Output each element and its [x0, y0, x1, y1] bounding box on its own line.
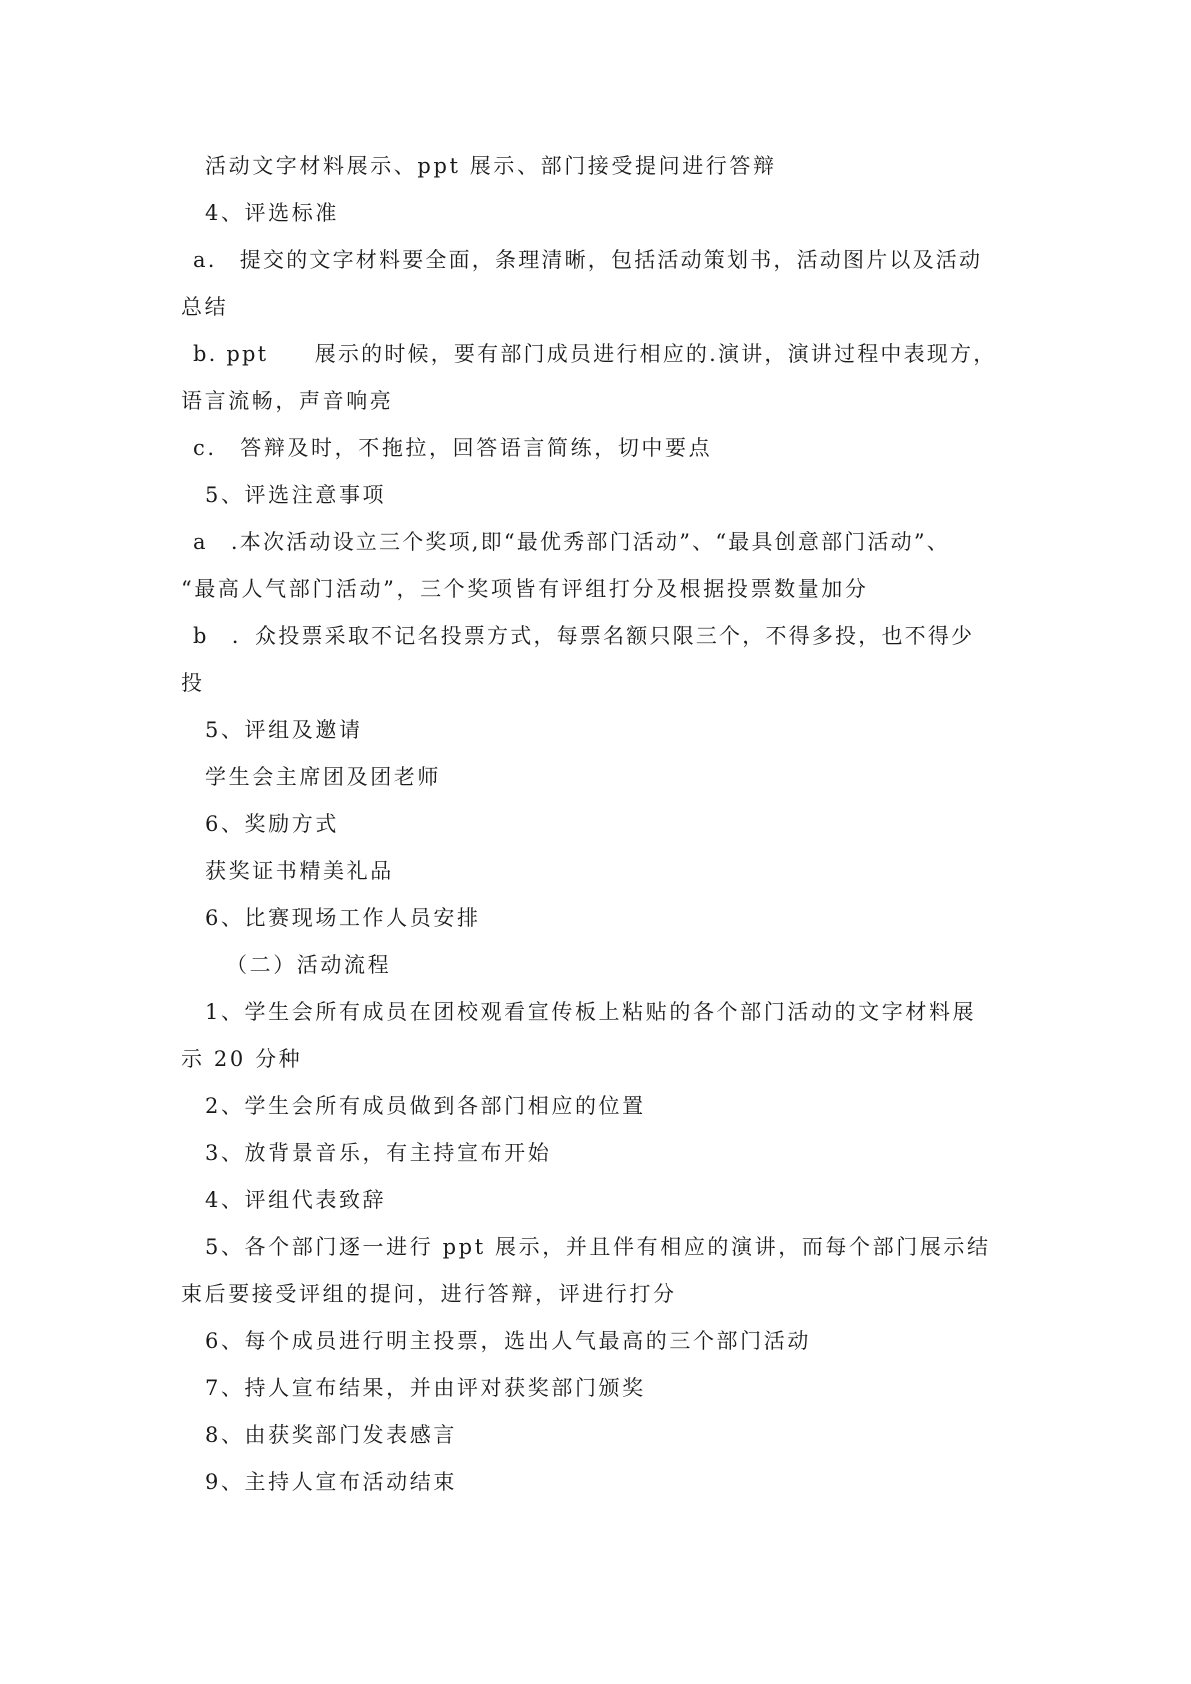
section-heading: 5、评组及邀请	[205, 718, 363, 742]
list-item: 7、持人宣布结果，并由评对获奖部门颁奖	[205, 1376, 646, 1400]
section-heading: 6、比赛现场工作人员安排	[205, 906, 481, 930]
paragraph-line: b. ppt 展示的时候，要有部门成员进行相应的.演讲，演讲过程中表现方，	[193, 342, 997, 366]
paragraph-line: 获奖证书精美礼品	[205, 859, 394, 883]
paragraph-line: 束后要接受评组的提问，进行答辩，评进行打分	[181, 1282, 677, 1306]
paragraph-line: 活动文字材料展示、ppt 展示、部门接受提问进行答辩	[205, 154, 777, 178]
list-item: 1、学生会所有成员在团校观看宣传板上粘贴的各个部门活动的文字材料展	[205, 1000, 977, 1024]
section-heading: 5、评选注意事项	[205, 483, 387, 507]
paragraph-line: a .本次活动设立三个奖项,即“最优秀部门活动”、“最具创意部门活动”、	[193, 530, 951, 554]
paragraph-line: 学生会主席团及团老师	[205, 765, 441, 789]
section-heading: 6、奖励方式	[205, 812, 339, 836]
paragraph-line: “最高人气部门活动”，三个奖项皆有评组打分及根据投票数量加分	[181, 577, 869, 601]
paragraph-line: 投	[181, 671, 205, 695]
list-item: 9、主持人宣布活动结束	[205, 1470, 457, 1494]
paragraph-line: 总结	[181, 295, 229, 319]
list-item: 5、各个部门逐一进行 ppt 展示，并且伴有相应的演讲，而每个部门展示结	[205, 1235, 991, 1259]
paragraph-line: 语言流畅，声音响亮	[181, 389, 394, 413]
paragraph-line: 示 20 分种	[181, 1047, 303, 1071]
list-item: 8、由获奖部门发表感言	[205, 1423, 457, 1447]
paragraph-line: a. 提交的文字材料要全面，条理清晰，包括活动策划书，活动图片以及活动	[193, 248, 983, 272]
list-item: 2、学生会所有成员做到各部门相应的位置	[205, 1094, 646, 1118]
list-item: 4、评组代表致辞	[205, 1188, 387, 1212]
section-heading: （二）活动流程	[226, 953, 392, 977]
section-heading: 4、评选标准	[205, 201, 339, 225]
list-item: 6、每个成员进行明主投票，选出人气最高的三个部门活动	[205, 1329, 811, 1353]
list-item: 3、放背景音乐，有主持宣布开始	[205, 1141, 552, 1165]
paragraph-line: b ．众投票采取不记名投票方式，每票名额只限三个，不得多投，也不得少	[193, 624, 975, 648]
paragraph-line: c. 答辩及时，不拖拉，回答语言简练，切中要点	[193, 436, 713, 460]
